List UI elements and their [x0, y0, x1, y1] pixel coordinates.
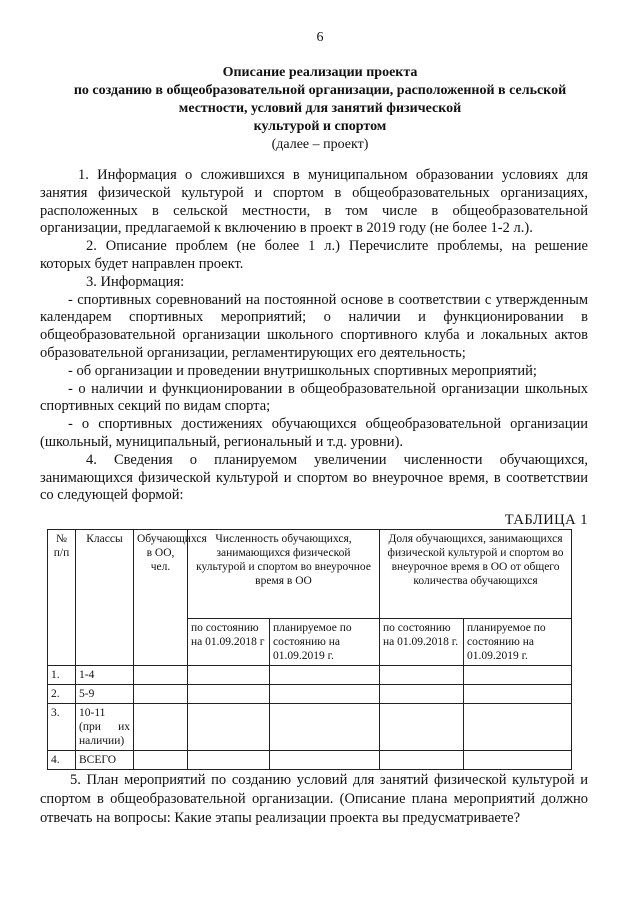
paragraph-4: - спортивных соревнований на постоянной основе в соответствии с утвержденным календарем спортивных мероприятий; о наличии и функционировании в общеобразовательной организации школьного спортивного клуба и локальных актов образовательной организации, регламентирующих его деятельность;	[40, 291, 588, 361]
paragraph-5: - об организации и проведении внутришкольных спортивных мероприятий;	[68, 362, 537, 379]
row-cell-empty	[270, 685, 380, 704]
header-count-planned: планируемое по состоянию на 01.09.2019 г.	[270, 619, 380, 666]
paragraph-7: - о спортивных достижениях обучающихся общеобразовательной организации (школьный, муниципальный, региональный и т.д. уровни).	[40, 416, 588, 450]
paragraph-1: 1. Информация о сложившихся в муниципальном образовании условиях для занятия физической культурой и спортом в общеобразовательных организациях, расположенных в сельской местности, в том числе в общеобразовательной организации, предлагаемой к включению в проект в 2019 году (не более 1-2 л.).	[40, 167, 588, 237]
row-cell-empty	[464, 704, 572, 751]
title-line-2: по созданию в общеобразовательной организации, расположенной в сельской	[73, 83, 567, 98]
row-num: 3.	[48, 704, 76, 751]
paragraph-2: 2. Описание проблем (не более 1 л.) Перечислите проблемы, на решение которых будет направлен проект.	[40, 238, 588, 272]
title-line-3: местности, условий для занятий физической	[178, 101, 462, 116]
row-cell-empty	[270, 704, 380, 751]
row-cell-empty	[380, 751, 464, 770]
data-table	[47, 529, 572, 770]
title-line-1: Описание реализации проекта	[222, 65, 418, 80]
table-caption: ТАБЛИЦА 1	[504, 512, 588, 528]
header-count-group: Численность обучающихся, занимающихся физической культурой и спортом во внеурочное время в ОО	[188, 530, 380, 619]
paragraph-9: 5. План мероприятий по созданию условий для занятий физической культурой и спортом в общеобразовательной организации. (Описание плана мероприятий должно отвечать на вопросы: Какие этапы реализации проекта вы предусматриваете?	[40, 772, 588, 826]
row-cell-empty	[188, 704, 270, 751]
header-num: № п/п	[48, 530, 76, 666]
header-students: Обучающихся в ОО, чел.	[134, 530, 188, 666]
title-line-4: культурой и спортом	[253, 119, 387, 134]
row-cell-empty	[464, 666, 572, 685]
document-title	[40, 64, 600, 154]
row-cell-empty	[188, 666, 270, 685]
row-classes: 5-9	[76, 685, 134, 704]
row-cell-empty	[380, 704, 464, 751]
row-cell-empty	[134, 685, 188, 704]
body-section-1	[40, 167, 588, 505]
row-cell-empty	[464, 685, 572, 704]
row-classes: 10-11 (при их наличии)	[76, 704, 134, 751]
paragraph-6: - о наличии и функционировании в общеобразовательной организации школьных спортивных секций по видам спорта;	[40, 380, 588, 415]
page-number: 6	[316, 30, 324, 45]
row-cell-empty	[134, 704, 188, 751]
paragraph-8: 4. Сведения о планируемом увеличении численности обучающихся, занимающихся физической культурой и спортом во внеурочное время, в соответствии со следующей формой:	[40, 451, 588, 504]
row-cell-empty	[188, 685, 270, 704]
row-num: 1.	[48, 666, 76, 685]
header-share-group: Доля обучающихся, занимающихся физической культурой и спортом во внеурочное время в ОО от общего количества обучающихся	[380, 530, 572, 619]
header-share-current: по состоянию на 01.09.2018 г.	[380, 619, 464, 666]
row-cell-empty	[134, 751, 188, 770]
table-row	[48, 751, 572, 770]
row-cell-empty	[380, 685, 464, 704]
row-classes: 1-4	[76, 666, 134, 685]
row-num: 2.	[48, 685, 76, 704]
header-classes: Классы	[76, 530, 134, 666]
table-row	[48, 685, 572, 704]
row-cell-empty	[134, 666, 188, 685]
title-subtitle: (далее – проект)	[271, 137, 369, 152]
paragraph-3: 3. Информация:	[86, 273, 185, 290]
row-cell-empty	[270, 751, 380, 770]
row-cell-empty	[464, 751, 572, 770]
header-count-current: по состоянию на 01.09.2018 г	[188, 619, 270, 666]
table-row	[48, 666, 572, 685]
row-classes: ВСЕГО	[76, 751, 134, 770]
header-share-planned: планируемое по состоянию на 01.09.2019 г.	[464, 619, 572, 666]
table-row	[48, 704, 572, 751]
body-section-2	[40, 771, 588, 828]
row-cell-empty	[188, 751, 270, 770]
row-num: 4.	[48, 751, 76, 770]
row-cell-empty	[380, 666, 464, 685]
row-cell-empty	[270, 666, 380, 685]
